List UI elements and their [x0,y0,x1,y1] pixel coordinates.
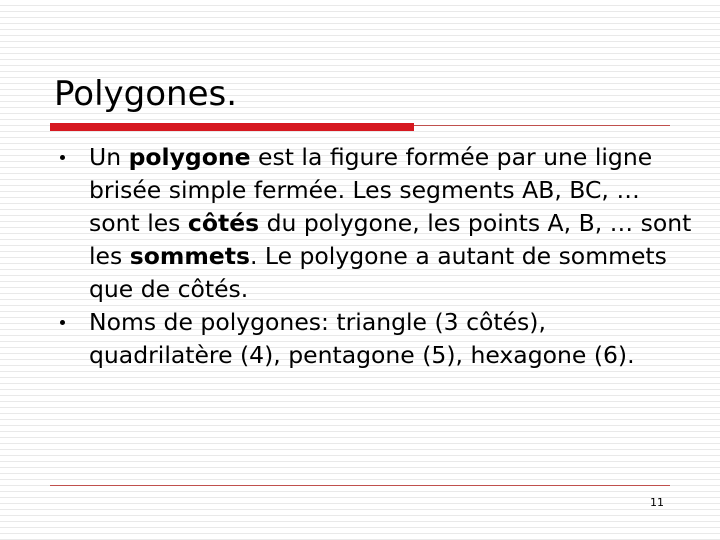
bullet-item-polygon-definition [54,141,694,306]
bold-term-sommets: sommets [129,242,250,270]
text-segment: Un [89,143,129,171]
bullet-dot-icon [57,141,67,174]
bullet-list [54,141,694,372]
title-underline-accent [50,123,414,131]
slide-title: Polygones. [54,74,238,114]
text-segment: . Le polygone a autant de sommets que de côtés. [89,242,667,303]
bullet-text [89,308,635,369]
text-segment: du polygone, les points A, B, … sont les [89,209,692,270]
bold-term-cotes: côtés [187,209,260,237]
footer-divider [50,485,670,486]
text-segment: est la figure formée par une ligne brisée simple fermée. Les segments AB, BC, … sont les [89,143,653,237]
bold-term-polygone: polygone [128,143,251,171]
bullet-dot-icon [57,306,67,339]
bullet-item-polygon-names [54,306,694,372]
bullet-text [89,143,691,303]
text-segment: Noms de polygones: triangle (3 côtés), quadrilatère (4), pentagone (5), hexagone (6). [89,308,635,369]
page-number: 11 [650,496,664,509]
